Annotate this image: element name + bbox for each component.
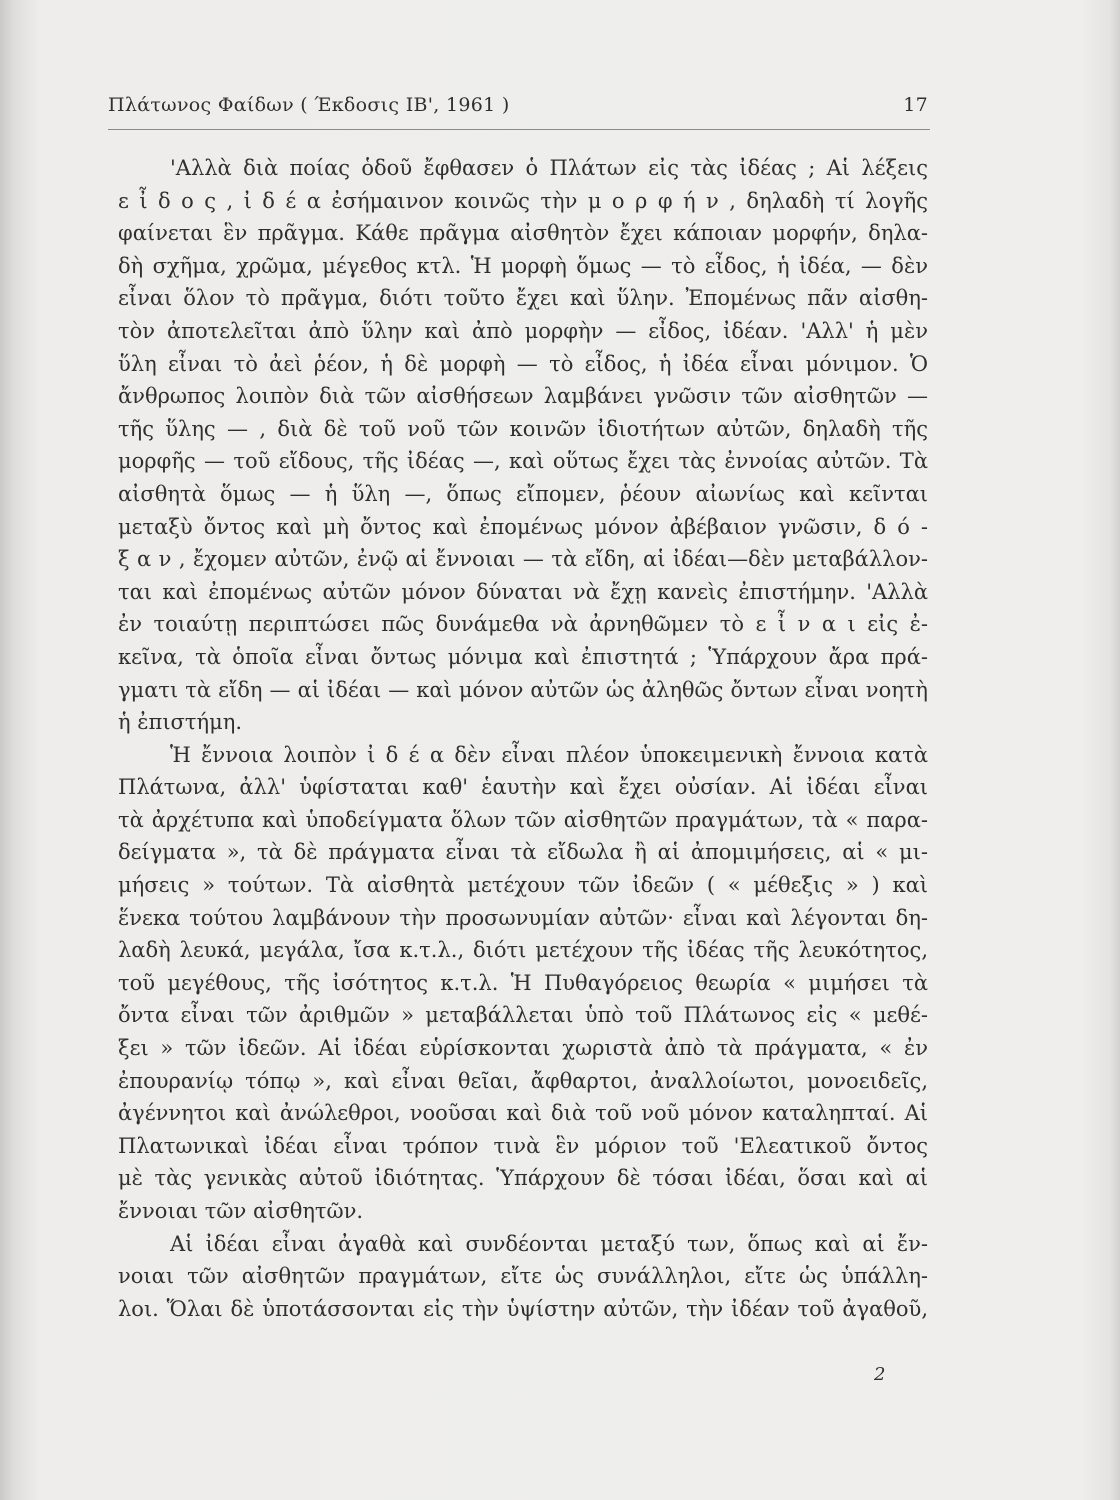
header-rule — [108, 129, 930, 130]
text-line: τὰ ἀρχέτυπα καὶ ὑποδείγματα ὅλων τῶν αἰσθητῶν πραγμάτων, τὰ « παρα- — [118, 807, 928, 832]
text-line: Ἡ ἔννοια λοιπὸν ἰ δ έ α δὲν εἶναι πλέον ὑποκειμενικὴ ἔννοια κατὰ — [170, 742, 928, 767]
text-line: γματι τὰ εἴδη — αἱ ἰδέαι — καὶ μόνον αὐτῶν ὡς ἀληθῶς ὄντων εἶναι νοητὴ — [118, 677, 928, 702]
text-line: ἄνθρωπος λοιπὸν διὰ τῶν αἰσθήσεων λαμβάνει γνῶσιν τῶν αἰσθητῶν — — [118, 384, 928, 409]
text-line: Αἱ ἰδέαι εἶναι ἀγαθὰ καὶ συνδέονται μεταξύ των, ὅπως καὶ αἱ ἔν- — [170, 1231, 928, 1256]
body-text — [118, 152, 928, 1325]
page-header — [108, 94, 928, 124]
text-line: εἶναι ὅλον τὸ πρᾶγμα, διότι τοῦτο ἔχει καὶ ὕλην. Ἐπομένως πᾶν αἰσθη- — [118, 286, 928, 311]
text-line: ἕνεκα τούτου λαμβάνουν τὴν προσωνυμίαν αὐτῶν· εἶναι καὶ λέγονται δη- — [118, 905, 928, 930]
text-line: ἔννοιαι τῶν αἰσθητῶν. — [118, 1199, 364, 1223]
text-line: δὴ σχῆμα, χρῶμα, μέγεθος κτλ. Ἡ μορφὴ ὅμως — τὸ εἶδος, ἡ ἰδέα, — δὲν — [118, 253, 928, 278]
text-line: ἡ ἐπιστήμη. — [118, 710, 243, 735]
text-line: μορφῆς — τοῦ εἴδους, τῆς ἰδέας —, καὶ οὕτως ἔχει τὰς ἐννοίας αὐτῶν. Τὰ — [118, 449, 928, 474]
text-line: κεῖνα, τὰ ὁποῖα εἶναι ὄντως μόνιμα καὶ ἐπιστητά ; Ὑπάρχουν ἄρα πρά- — [118, 644, 928, 669]
text-line: ξει » τῶν ἰδεῶν. Αἱ ἰδέαι εὑρίσκονται χωριστὰ ἀπὸ τὰ πράγματα, « ἐν — [118, 1036, 928, 1061]
text-line: τὸν ἀποτελεῖται ἀπὸ ὕλην καὶ ἀπὸ μορφὴν — εἶδος, ἰδέαν. 'Αλλ' ἡ μὲν — [118, 318, 928, 343]
text-line: νοιαι τῶν αἰσθητῶν πραγμάτων, εἴτε ὡς συνάλληλοι, εἴτε ὡς ὑπάλλη- — [118, 1264, 928, 1289]
text-line: ὄντα εἶναι τῶν ἀριθμῶν » μεταβάλλεται ὑπὸ τοῦ Πλάτωνος εἰς « μεθέ- — [118, 1003, 928, 1028]
text-line: λαδὴ λευκά, μεγάλα, ἴσα κ.τ.λ., διότι μετέχουν τῆς ἰδέας τῆς λευκότητος, — [118, 938, 928, 963]
text-line: αἰσθητὰ ὅμως — ἡ ὕλη —, ὅπως εἴπομεν, ῥέουν αἰωνίως καὶ κεῖνται — [118, 481, 928, 506]
text-line: μὲ τὰς γενικὰς αὐτοῦ ἰδιότητας. Ὑπάρχουν δὲ τόσαι ἰδέαι, ὅσαι καὶ αἱ — [118, 1166, 928, 1191]
text-line: Πλατωνικαὶ ἰδέαι εἶναι τρόπον τινὰ ἓν μόριον τοῦ 'Ελεατικοῦ ὄντος — [118, 1133, 928, 1158]
text-line: δείγματα », τὰ δὲ πράγματα εἶναι τὰ εἴδωλα ἢ αἱ ἀπομιμήσεις, αἱ « μι- — [118, 840, 928, 865]
text-line: τῆς ὕλης — , διὰ δὲ τοῦ νοῦ τῶν κοινῶν ἰδιοτήτων αὐτῶν, δηλαδὴ τῆς — [118, 416, 928, 441]
text-line: ται καὶ ἐπομένως αὐτῶν μόνον δύναται νὰ ἔχῃ κανεὶς ἐπιστήμην. 'Αλλὰ — [118, 579, 928, 604]
running-title: Πλάτωνος Φαίδων ( Έκδοσις ΙΒ', 1961 ) — [108, 94, 510, 116]
signature-mark: 2 — [874, 1364, 886, 1385]
text-line: ξ α ν , ἔχομεν αὐτῶν, ἐνῷ αἱ ἔννοιαι — τὰ εἴδη, αἱ ἰδέαι—δὲν μεταβάλλον- — [118, 547, 928, 572]
text-line: ὕλη εἶναι τὸ ἀεὶ ῥέον, ἡ δὲ μορφὴ — τὸ εἶδος, ἡ ἰδέα εἶναι μόνιμον. Ὁ — [118, 351, 928, 376]
text-line: λοι. Ὅλαι δὲ ὑποτάσσονται εἰς τὴν ὑψίστην αὐτῶν, τὴν ἰδέαν τοῦ ἀγαθοῦ, — [118, 1296, 928, 1321]
text-line: τοῦ μεγέθους, τῆς ἰσότητος κ.τ.λ. Ἡ Πυθαγόρειος θεωρία « μιμήσει τὰ — [118, 970, 928, 995]
text-line: φαίνεται ἓν πρᾶγμα. Κάθε πρᾶγμα αἰσθητὸν ἔχει κάποιαν μορφήν, δηλα- — [118, 221, 928, 246]
text-line: μεταξὺ ὄντος καὶ μὴ ὄντος καὶ ἐπομένως μόνον ἀβέβαιον γνῶσιν, δ ό - — [118, 514, 928, 539]
text-line: 'Αλλὰ διὰ ποίας ὁδοῦ ἔφθασεν ὁ Πλάτων εἰς τὰς ἰδέας ; Αἱ λέξεις — [170, 156, 928, 180]
text-line: ἐπουρανίῳ τόπῳ », καὶ εἶναι θεῖαι, ἄφθαρτοι, ἀναλλοίωτοι, μονοειδεῖς, — [118, 1068, 928, 1093]
page-number: 17 — [903, 94, 928, 116]
text-line: μήσεις » τούτων. Τὰ αἰσθητὰ μετέχουν τῶν ἰδεῶν ( « μέθεξις » ) καὶ — [118, 873, 928, 898]
text-line: Πλάτωνα, ἀλλ' ὑφίσταται καθ' ἑαυτὴν καὶ ἔχει οὐσίαν. Αἱ ἰδέαι εἶναι — [118, 775, 928, 800]
text-line: ἀγέννητοι καὶ ἀνώλεθροι, νοοῦσαι καὶ διὰ τοῦ νοῦ μόνον καταληπταί. Αἱ — [118, 1101, 928, 1126]
text-line: ε ἶ δ ο ς , ἰ δ έ α ἐσήμαινον κοινῶς τὴν μ ο ρ φ ή ν , δηλαδὴ τί λογῆς — [118, 188, 928, 213]
text-line: ἐν τοιαύτῃ περιπτώσει πῶς δυνάμεθα νὰ ἀρνηθῶμεν τὸ ε ἶ ν α ι εἰς ἐ- — [118, 612, 928, 637]
